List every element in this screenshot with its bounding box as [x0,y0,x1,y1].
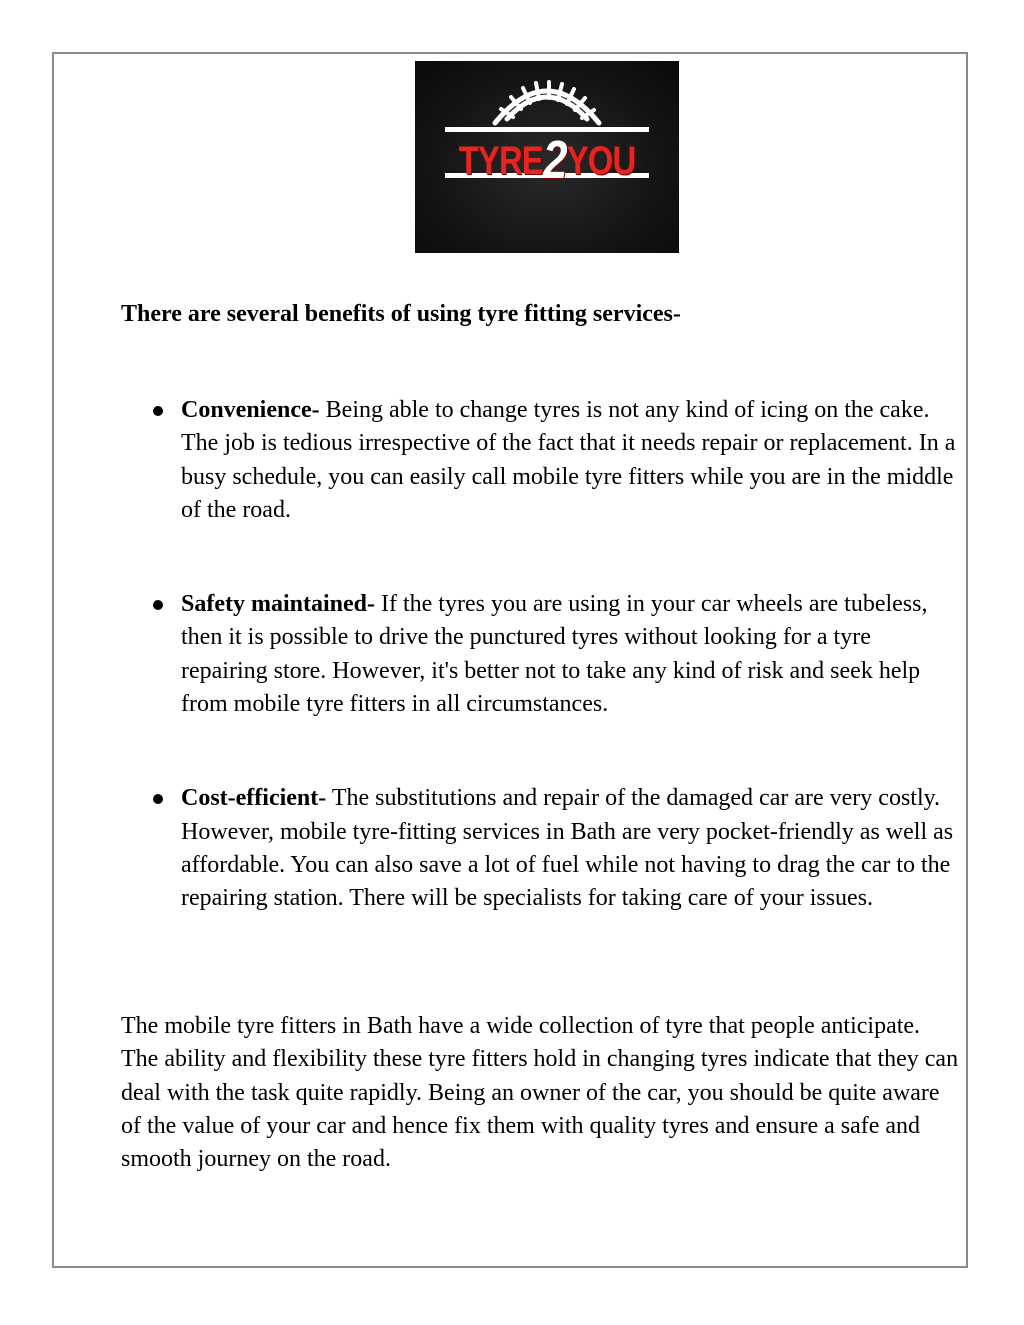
closing-paragraph: The mobile tyre fitters in Bath have a wide collection of tyre that people anticipate. The ability and flexibility these tyre fitters hold in changing tyres indicate that they can deal with the task quite rapidly. Being an owner of the car, you should be quite aware of the value of your car and hence fix them with quality tyres and ensure a safe and smooth journey on the road. [121,1013,959,1173]
page-heading: There are several benefits of using tyre fitting services- [121,301,681,327]
logo-text-left: TYRE [458,139,543,183]
brand-logo [415,61,679,253]
list-item [121,394,961,527]
benefit-title: Cost-efficient- [181,785,327,812]
benefit-title: Convenience- [181,397,320,423]
benefit-text: Being able to change tyres is not any kind of icing on the cake. The job is tedious irrespective of the fact that it needs repair or replacement. In a busy schedule, you can easily call mobile tyre fitters while you are in the middle of the road. [181,397,956,523]
bullet-icon [153,406,163,416]
benefit-text: The substitutions and repair of the damaged car are very costly. However, mobile tyre-fitting services in Bath are very pocket-friendly as well as affordable. You can also save a lot of fuel while not having to drag the car to the repairing station. There will be specialists for taking care of your issues. [181,785,954,912]
logo-text-mid: 2 [542,130,567,190]
benefit-title: Safety maintained- [181,591,375,618]
bullet-icon [153,794,163,804]
list-item [121,782,961,915]
logo-wordmark [439,130,655,190]
logo-text-right: YOU [566,139,636,183]
bullet-icon [153,600,163,610]
list-item [121,588,961,721]
benefit-text: If the tyres you are using in your car wheels are tubeless, then it is possible to drive the punctured tyres without looking for a tyre repairing store. However, it's better not to take any kind of risk and seek help from mobile tyre fitters in all circumstances. [181,591,928,718]
benefits-list [121,394,961,916]
